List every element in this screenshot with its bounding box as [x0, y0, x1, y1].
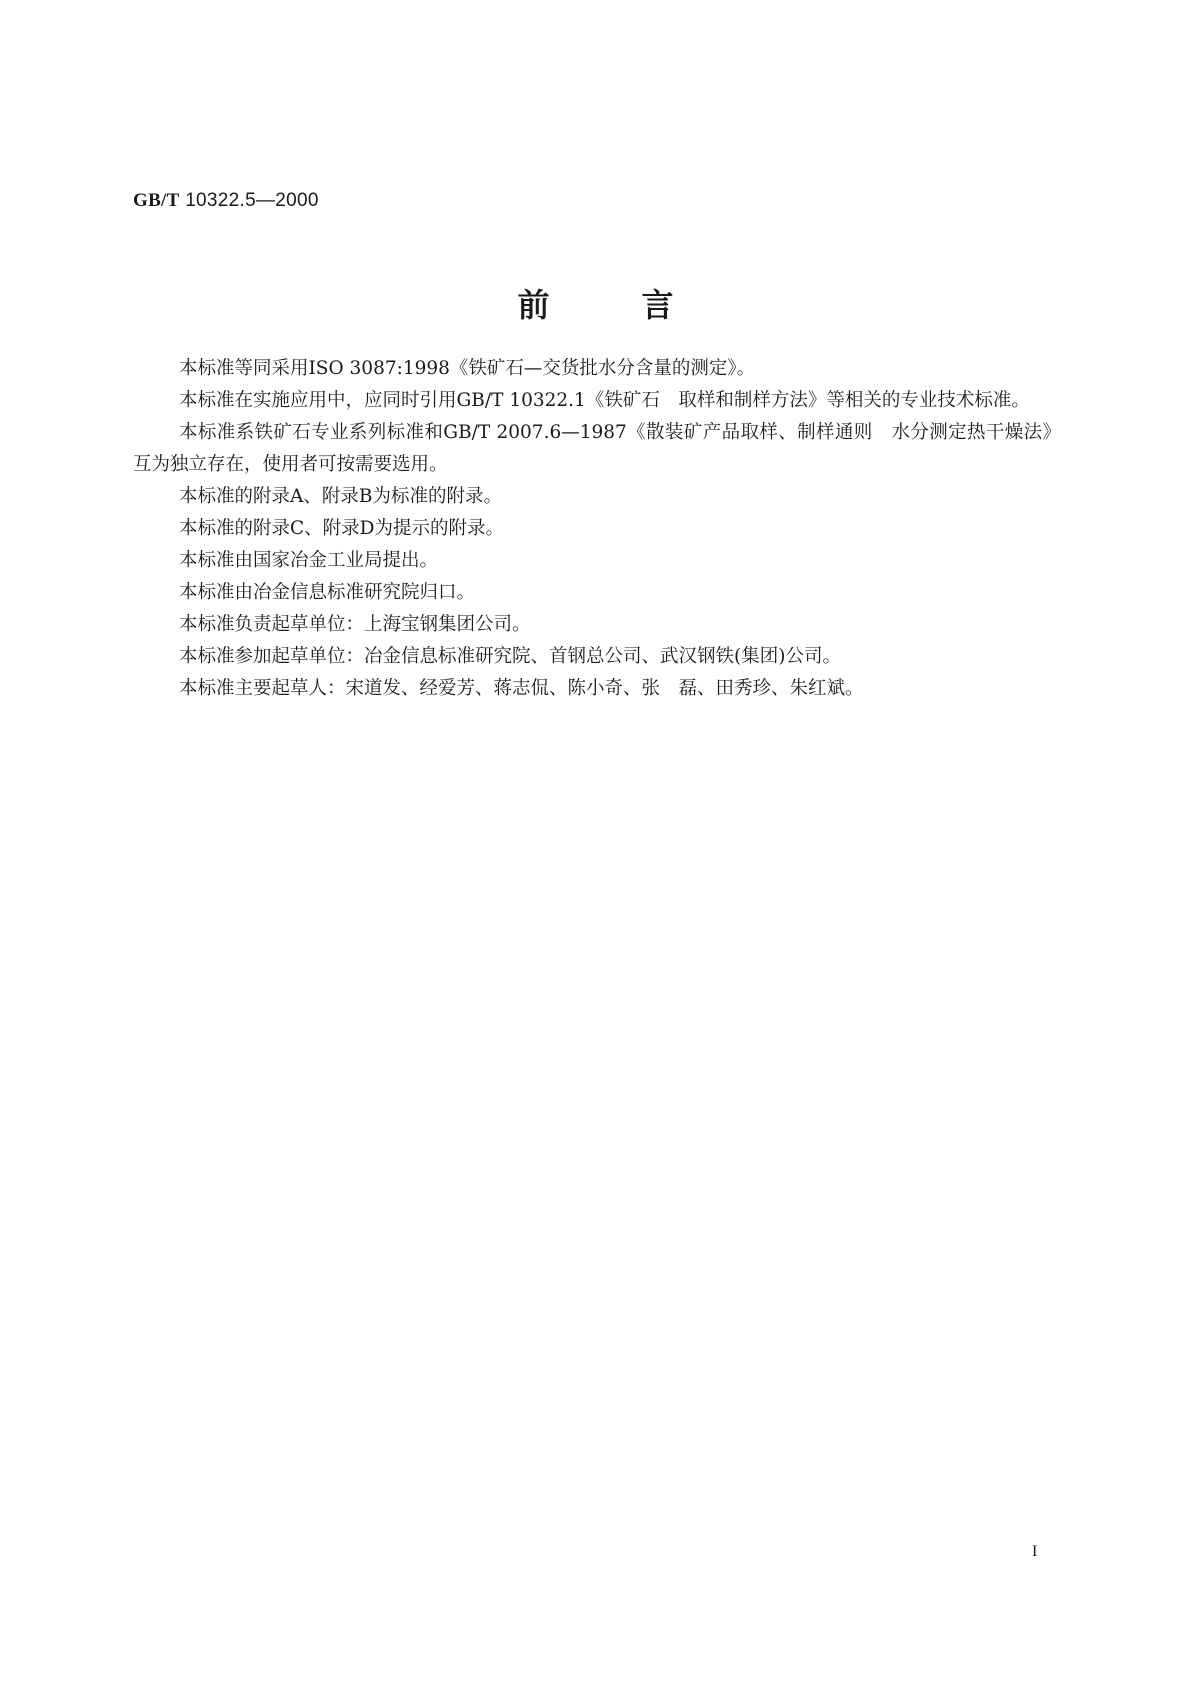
page-title: 前言: [517, 286, 766, 324]
paragraph: 本标准由国家冶金工业局提出。: [179, 550, 439, 571]
page-number: I: [1032, 1543, 1038, 1560]
paragraph: 本标准由冶金信息标准研究院归口。: [179, 582, 476, 603]
foreword-body: [133, 353, 1061, 705]
paragraph: 本标准的附录A、附录B为标准的附录。: [179, 486, 502, 507]
paragraph: 本标准参加起草单位：冶金信息标准研究院、首钢总公司、武汉钢铁(集团)公司。: [179, 646, 841, 667]
standard-code: [133, 190, 319, 212]
paragraph: 本标准的附录C、附录D为提示的附录。: [179, 518, 504, 539]
paragraph: 本标准主要起草人：宋道发、经爱芳、蒋志侃、陈小奇、张 磊、田秀珍、朱红斌。: [179, 678, 864, 699]
standard-code-prefix: GB/T: [133, 190, 180, 211]
paragraph: 本标准在实施应用中，应同时引用GB/T 10322.1《铁矿石 取样和制样方法》等相关的专业技术标准。: [179, 390, 1030, 411]
paragraph: 本标准负责起草单位：上海宝钢集团公司。: [179, 614, 531, 635]
paragraph: 本标准等同采用ISO 3087:1998《铁矿石—交货批水分含量的测定》。: [179, 358, 756, 379]
paragraph: 本标准系铁矿石专业系列标准和GB/T 2007.6—1987《散装矿产品取样、制样通则 水分测定热干燥法》互为独立存在，使用者可按需要选用。: [133, 422, 1061, 475]
standard-code-number: 10322.5—2000: [179, 190, 319, 211]
